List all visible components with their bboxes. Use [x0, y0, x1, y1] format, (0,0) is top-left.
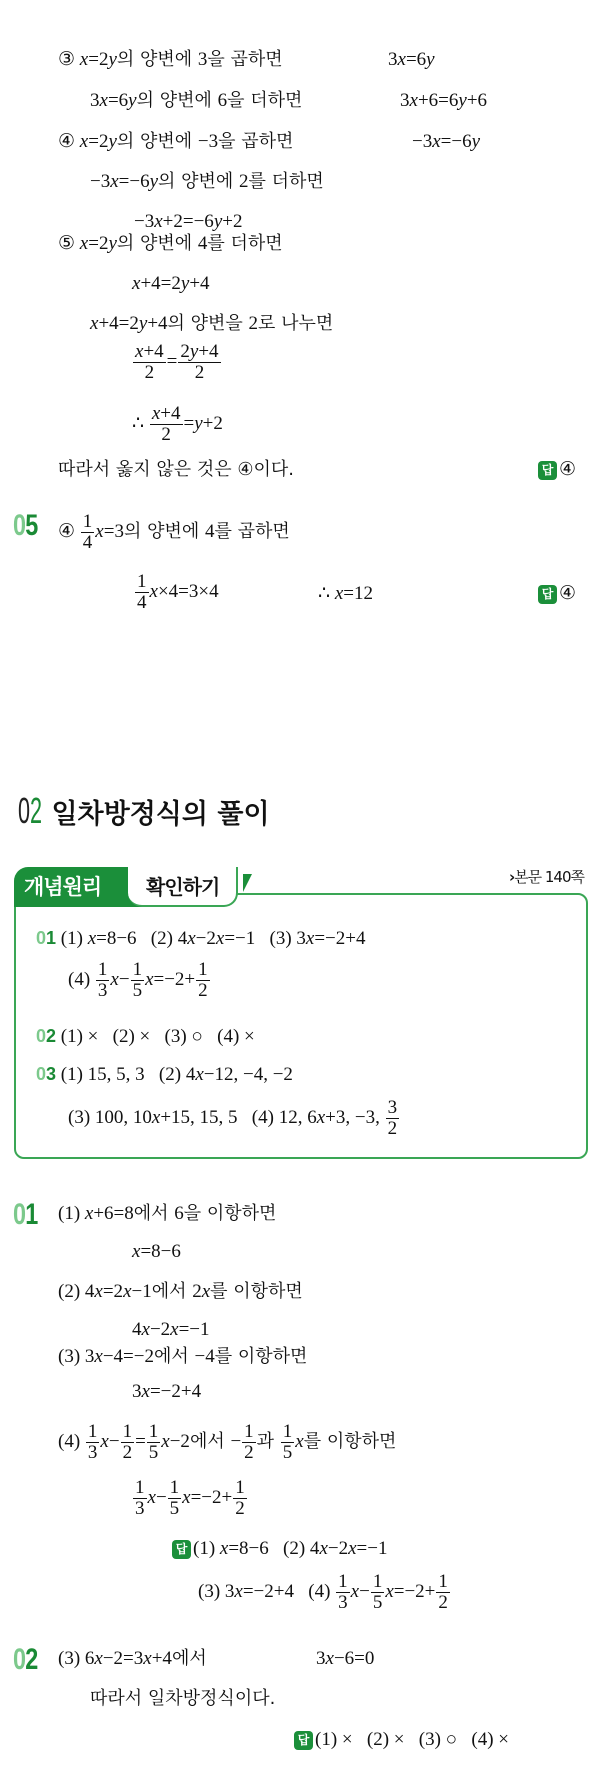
- section-heading: 02 일차방정식의 풀이: [18, 790, 270, 831]
- sol01-answer-line1: 답 (1) x=8−6 (2) 4x−2x=−1: [172, 1537, 387, 1561]
- step-4-result1: −3x=−6y: [412, 131, 481, 152]
- problem05-therefore: ∴ x=12: [318, 583, 373, 604]
- box-q01-line1: 01 (1) x=8−6 (2) 4x−2x=−1 (3) 3x=−2+4: [36, 928, 366, 949]
- tab-check: 확인하기: [128, 867, 238, 907]
- sol02-line2: 따라서 일차방정식이다.: [90, 1688, 276, 1709]
- sol01-line5: (3) 3x−4=−2에서 −4를 이항하면: [58, 1346, 308, 1367]
- conclusion-text: 따라서 옳지 않은 것은 ④이다.: [58, 459, 295, 480]
- sol01-line4: 4x−2x=−1: [132, 1319, 210, 1340]
- problem05-line2: $\frac{1}{4}$ x×4=3×4: [137, 571, 219, 613]
- sol01-line7: (4) $\frac{1}{3}$ x− $\frac{1}{2}$ = $\frac{1}{5}$ x−2에서 − $\frac{1}{2}$ 과 $\frac{1}{5}$ x를 이항하면: [58, 1421, 397, 1463]
- sol01-line6: 3x=−2+4: [132, 1381, 202, 1402]
- problem-number-05: 05: [13, 509, 38, 542]
- sol01-answer-line2: (3) 3x=−2+4 (4) $\frac{1}{3}$ x− $\frac{1}{5}$ x=−2+ $\frac{1}{2}$: [198, 1571, 448, 1613]
- box-q03-line1: 03 (1) 15, 5, 3 (2) 4x−12, −4, −2: [36, 1064, 293, 1085]
- tab-concept-principle: 개념원리: [14, 867, 144, 907]
- answer-badge-icon: 답: [538, 461, 557, 480]
- sol01-line3: (2) 4x=2x−1에서 2x를 이항하면: [58, 1281, 303, 1302]
- step-5-therefore: ∴ $\frac{x+4}{2}$ =y+2: [132, 403, 223, 445]
- sol01-line8: $\frac{1}{3}$ x− $\frac{1}{5}$ x=−2+ $\frac{1}{2}$: [135, 1477, 245, 1519]
- problem05-line1: ④ $\frac{1}{4}$ x=3의 양변에 4를 곱하면: [58, 511, 290, 553]
- step-5-line2: x+4=2y+4의 양변을 2로 나누면: [90, 313, 334, 334]
- tab-triangle-icon: [243, 874, 252, 892]
- box-q02: 02 (1) × (2) × (3) ○ (4) ×: [36, 1026, 255, 1047]
- answer-badge-icon: 답: [538, 585, 557, 604]
- sol01-line2: x=8−6: [132, 1241, 181, 1262]
- page-reference: ›본문 140쪽: [508, 868, 584, 886]
- answer-badge-icon: 답: [294, 1731, 313, 1750]
- sol02-line1: (3) 6x−2=3x+4에서: [58, 1648, 207, 1669]
- step-3-line1: ③ x=2y의 양변에 3을 곱하면: [58, 49, 283, 70]
- step-5-line1: ⑤ x=2y의 양변에 4를 더하면: [58, 233, 283, 254]
- step-4-line2: −3x=−6y의 양변에 2를 더하면: [90, 171, 324, 192]
- sol02-line1-result: 3x−6=0: [316, 1648, 375, 1669]
- step-5-eq: x+4=2y+4: [132, 273, 210, 294]
- answer-05: 답 ④: [538, 582, 576, 606]
- step-3-result1: 3x=6y: [388, 49, 435, 70]
- section-title: 일차방정식의 풀이: [51, 799, 270, 830]
- answer-prev: 답 ④: [538, 458, 576, 482]
- chevron-right-icon: ›: [508, 868, 515, 886]
- sol01-line1: (1) x+6=8에서 6을 이항하면: [58, 1203, 277, 1224]
- step-3-line2: 3x=6y의 양변에 6을 더하면: [90, 90, 303, 111]
- box-q03-line2: (3) 100, 10x+15, 15, 5 (4) 12, 6x+3, −3, $\frac{3}{2}$: [68, 1097, 398, 1139]
- step-4-result2: −3x+2=−6y+2: [134, 211, 243, 232]
- sol02-answer: 답 (1) × (2) × (3) ○ (4) ×: [294, 1728, 509, 1752]
- answer-badge-icon: 답: [172, 1540, 191, 1559]
- solution-number-02: 02: [13, 1643, 38, 1676]
- solution-number-01: 01: [13, 1198, 38, 1231]
- step-5-fraction-eq: $\frac{x+4}{2}$ = $\frac{2y+4}{2}$: [135, 341, 219, 383]
- step-3-result2: 3x+6=6y+6: [400, 90, 488, 111]
- step-4-line1: ④ x=2y의 양변에 −3을 곱하면: [58, 131, 294, 152]
- box-q01-line2: (4) $\frac{1}{3}$ x− $\frac{1}{5}$ x=−2+ $\frac{1}{2}$: [68, 959, 208, 1001]
